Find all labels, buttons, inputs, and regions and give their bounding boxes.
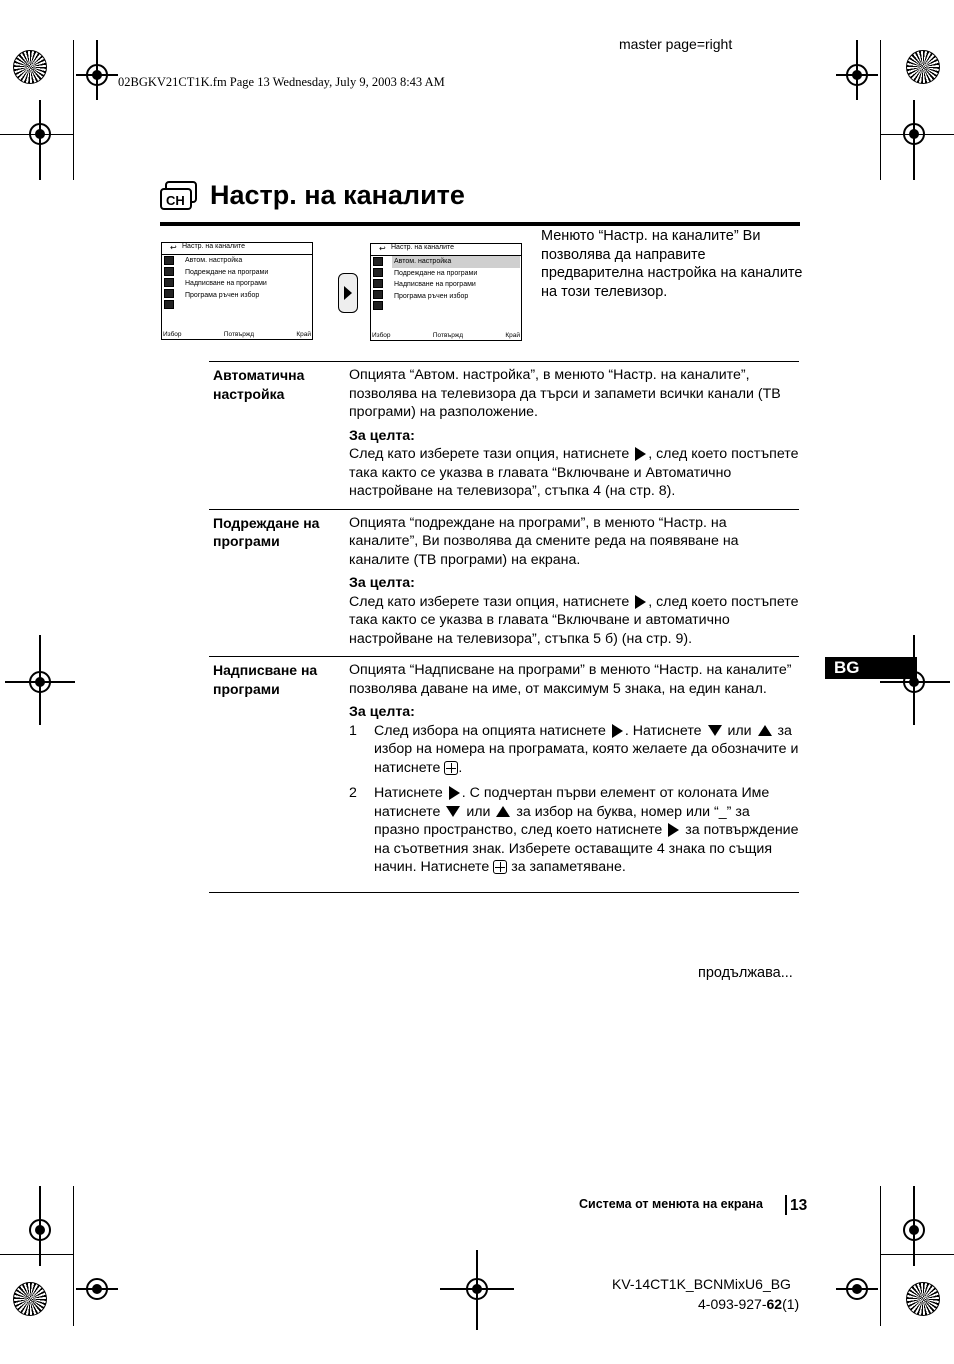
continued-label: продължава... <box>698 965 793 981</box>
crop-mark <box>880 40 881 180</box>
footer-confirm: Потвържд <box>432 332 464 339</box>
step-1: 1 След избора на опцията натиснете . Натиснете или за избор на номера на програмата, която желаете да обозначите и натиснете . <box>349 722 799 776</box>
menu-screen-after <box>370 243 522 341</box>
part-code: 4-093-927-62(1) <box>698 1296 800 1312</box>
row-heading: Автоматична настройка <box>213 367 305 402</box>
right-arrow-icon <box>635 595 646 609</box>
row-heading: Надписване на програми <box>213 662 318 697</box>
menu-item-selected: Автом. настройка <box>392 256 520 268</box>
registration-rosette-icon <box>906 50 940 84</box>
footer-end: Край <box>296 331 311 338</box>
goal-label: За целта: <box>349 704 415 720</box>
return-icon: ↩ <box>170 243 177 252</box>
footer-select: Избор <box>372 332 391 339</box>
menu-header: Настр. на каналите <box>182 243 246 250</box>
language-tab: BG <box>825 657 917 679</box>
goal-label: За целта: <box>349 575 415 591</box>
down-arrow-icon <box>708 725 722 736</box>
footer-confirm: Потвържд <box>223 331 255 338</box>
crop-mark <box>880 1186 881 1326</box>
ch-icon <box>160 181 198 211</box>
row-description: Опцията “Надписване на програми” в менюто “Настр. на каналите” позволява даване на име, от максимум 5 знака, на един канал. <box>349 662 792 697</box>
menu-footer <box>372 332 520 339</box>
registration-rosette-icon <box>906 1282 940 1316</box>
title-rule <box>160 222 800 226</box>
master-page-label: master page=right <box>619 36 733 52</box>
right-arrow-icon <box>449 786 460 800</box>
menu-screen-before <box>161 242 313 340</box>
right-arrow-icon <box>635 447 646 461</box>
menu-icons <box>373 257 385 312</box>
next-arrow-icon <box>338 273 358 313</box>
crop-mark <box>73 1186 74 1326</box>
right-arrow-icon <box>668 823 679 837</box>
menu-item: Надписване на програми <box>185 280 267 287</box>
crop-mark <box>0 1254 74 1255</box>
menu-item: Надписване на програми <box>394 281 476 288</box>
return-icon: ↩ <box>379 244 386 253</box>
goal-text: След като изберете тази опция, натиснете , след което постъпете така както се указва в главата “Включване и Автоматично настройване на телевизора”, стъпка 4 (на стр. 8). <box>349 446 799 499</box>
down-arrow-icon <box>446 806 460 817</box>
menu-item: Подреждане на програми <box>394 269 478 277</box>
row-description: Опцията “Автом. настройка”, в менюто “Настр. на каналите”, позволява на телевизора да търси и запамети всички канали (ТВ програми) на разположение. <box>349 367 781 420</box>
file-info: 02BGKV21CT1K.fm Page 13 Wednesday, July 9, 2003 8:43 AM <box>118 75 445 89</box>
menu-header: Настр. на каналите <box>391 244 455 251</box>
menu-item: Автом. настройка <box>185 257 243 264</box>
row-heading: Подреждане на програми <box>213 514 320 549</box>
table-row <box>209 509 799 657</box>
page-title: Настр. на каналите <box>210 180 465 210</box>
footer-section-title: Система от менюта на екрана <box>579 1197 763 1211</box>
menu-item: Подреждане на програми <box>185 268 269 276</box>
table-row <box>209 656 799 893</box>
step-2: 2 Натиснете . С подчертан първи елемент от колоната Име натиснете или за избор на буква, номер или “_” за празно пространство, след което натиснете за потвърждение на съответния знак. Изберете оставащите 4 знака по същия начин. Натиснете за запаметяване. <box>349 785 799 875</box>
ok-button-icon <box>444 761 458 775</box>
svg-text:CH: CH <box>166 192 185 208</box>
menu-item: Програма ръчен избор <box>185 291 260 299</box>
model-number: KV-14CT1K_BCNMixU6_BG <box>612 1276 791 1292</box>
registration-rosette-icon <box>13 50 47 84</box>
goal-text: След като изберете тази опция, натиснете , след което постъпете така както се указва в главата “Включване и автоматично настройване на телевизора”, стъпка 5 б) (на стр. 9). <box>349 593 799 647</box>
menu-icons <box>164 256 176 311</box>
section-title-row <box>160 180 465 211</box>
ok-button-icon <box>493 860 507 874</box>
footer-divider <box>785 1195 787 1215</box>
crop-mark <box>880 1254 954 1255</box>
menu-footer <box>163 331 311 338</box>
goal-label: За целта: <box>349 427 415 444</box>
crop-mark <box>73 40 74 180</box>
footer-end: Край <box>505 332 520 339</box>
footer-select: Избор <box>163 331 182 338</box>
registration-rosette-icon <box>13 1282 47 1316</box>
options-table <box>209 361 799 893</box>
row-description: Опцията “подреждане на програми”, в менюто “Настр. на каналите”, Ви позволява да смените реда на появяване на каналите (ТВ програми) на екрана. <box>349 514 739 568</box>
page-number: 13 <box>790 1197 808 1214</box>
menu-item: Програма ръчен избор <box>394 292 469 300</box>
up-arrow-icon <box>496 806 510 817</box>
up-arrow-icon <box>758 725 772 736</box>
right-arrow-icon <box>612 724 623 738</box>
table-row <box>209 361 799 509</box>
intro-text: Менюто “Настр. на каналите” Ви позволява да направите предварителна настройка на каналите на този телевизор. <box>541 228 803 300</box>
